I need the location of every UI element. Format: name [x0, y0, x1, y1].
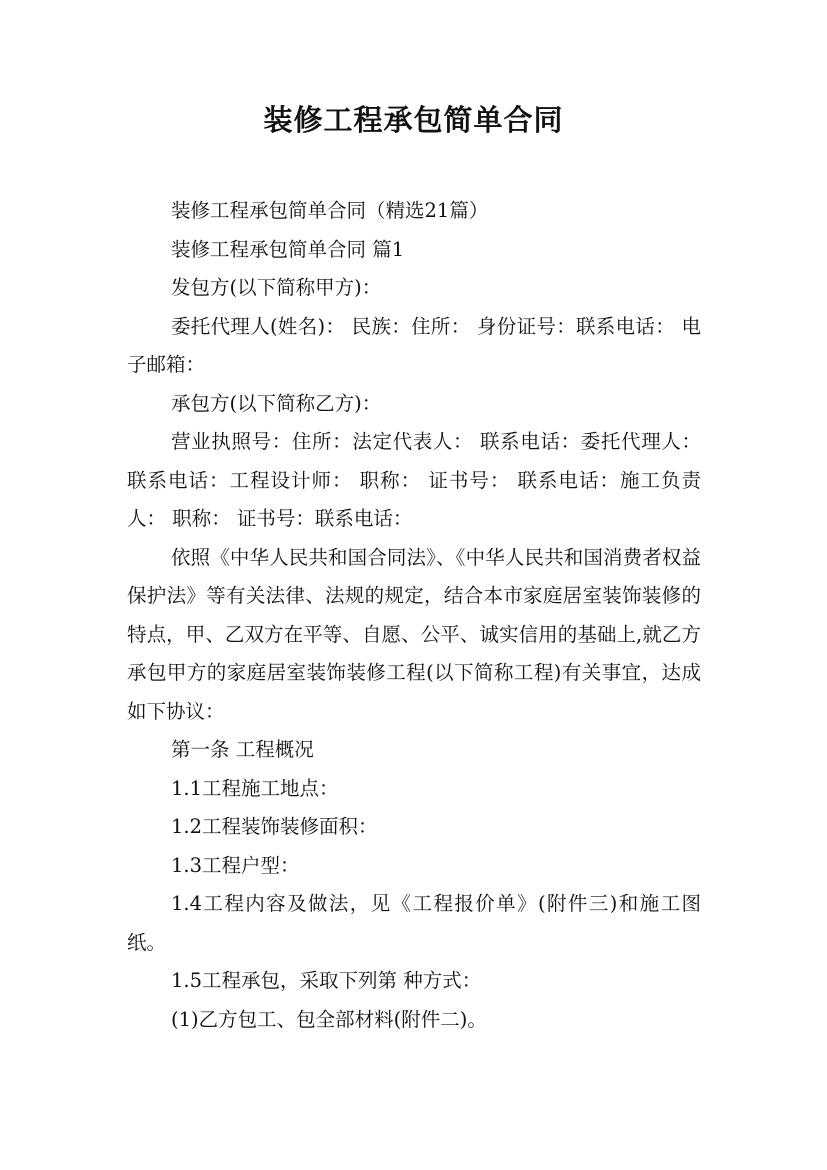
paragraph-clause-1-4: 1.4工程内容及做法，见《工程报价单》(附件三)和施工图纸。 [127, 892, 701, 954]
paragraph-subtitle: 装修工程承包简单合同（精选21篇） [171, 199, 489, 222]
paragraph-option-1: (1)乙方包工、包全部材料(附件二)。 [171, 1007, 487, 1031]
paragraph-preamble: 依照《中华人民共和国合同法》、《中华人民共和国消费者权益保护法》等有关法律、法规的规定，结合本市家庭居室装饰装修的特点，甲、乙双方在平等、自愿、公平、诚实信用的基础上,就乙方承包甲方的家庭居室装饰装修工程(以下简称工程)有关事宜，达成如下协议： [127, 545, 701, 723]
paragraph-clause-1-5: 1.5工程承包，采取下列第 种方式： [171, 969, 482, 992]
paragraph-party-b: 承包方(以下简称乙方)： [171, 391, 382, 415]
paragraph-section-heading: 装修工程承包简单合同 篇1 [171, 237, 405, 261]
paragraph-clause-1-3: 1.3工程户型： [171, 853, 300, 877]
paragraph-clause-1-1: 1.1工程施工地点： [171, 776, 339, 800]
document-title: 装修工程承包简单合同 [263, 103, 564, 137]
paragraph-party-a-agent: 委托代理人(姓名)： 民族：住所： 身份证号：联系电话： 电子邮箱： [127, 314, 701, 376]
paragraph-clause-1-2: 1.2工程装饰装修面积： [171, 815, 378, 838]
paragraph-article-1-heading: 第一条 工程概况 [171, 738, 314, 761]
paragraph-party-b-details: 营业执照号：住所：法定代表人： 联系电话：委托代理人： 联系电话：工程设计师： 职称： 证书号： 联系电话：施工负责人： 职称： 证书号：联系电话： [127, 430, 701, 530]
document-body [127, 192, 701, 1039]
paragraph-party-a: 发包方(以下简称甲方)： [171, 276, 382, 299]
